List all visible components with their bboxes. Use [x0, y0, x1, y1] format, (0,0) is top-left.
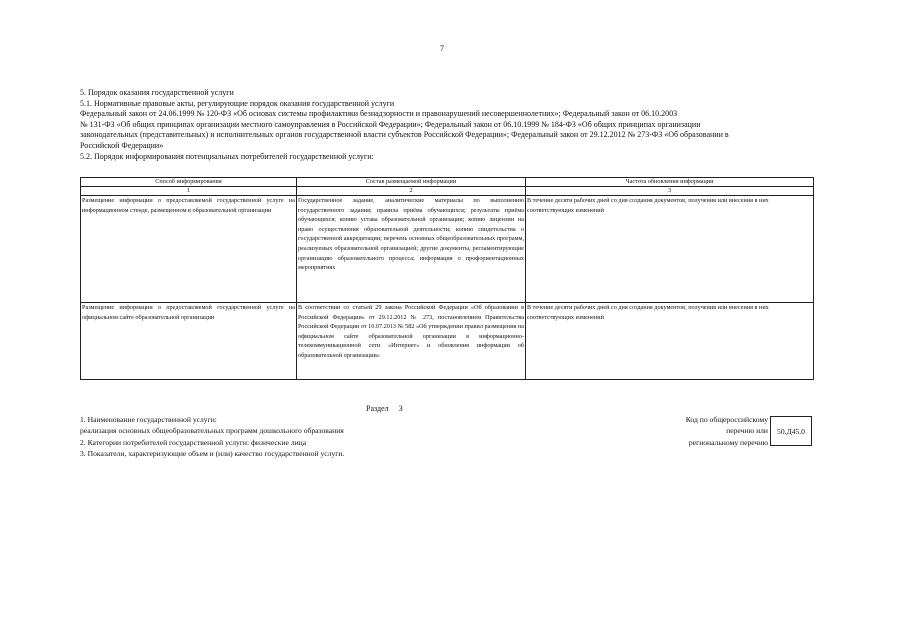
table-row: [81, 303, 814, 380]
cell-content: Государственное задание, аналитические материалы по выполнению государственного задания; правила приёма обучающихся; результаты приёма обучающихся; копию устава образовательной организации; копию лицензии на право осуществления образовательной деятельности; копию свидетельства о государственной аккредитации; перечень основных общеобразовательных программ, реализуемых образовательной организацией; другие документы, регламентирующие организацию образовательного процесса; информация о профориентационных мероприятиях: [297, 196, 526, 303]
page-number: 7: [440, 44, 444, 53]
service-name-value: реализация основных общеобразовательных программ дошкольного образования: [80, 426, 344, 436]
table-number-row: [81, 187, 814, 196]
law-line: законодательных (представительных) и исполнительных органов государственной власти субъектов Российской Федерации»; Федеральный закон от 29.12.2012 № 273-ФЗ «Об образовании в: [80, 130, 729, 140]
cell-frequency: В течение десяти рабочих дней со дня создания документов, получения или внесения в них соответствующих изменений: [526, 303, 814, 380]
col-number: 1: [81, 187, 297, 196]
service-name-label: 1. Наименование государственной услуги:: [80, 415, 217, 424]
code-label-line: перечню или: [726, 426, 768, 436]
cell-method: Размещение информации о предоставляемой государственной услуге на информационном стенде, размещенном в образовательной организации: [81, 196, 297, 303]
cell-content: В соответствии со статьей 29 закона Российской Федерации «Об образовании в Российской Федерации» от 29.12.2012 № 273, постановлением Правительства Российской Федерации от 10.07.2013 № 582 «Об утверждении правил размещения на официальном сайте образовательной организации в информационно-телекоммуникационной сети «Интернет» и обновления информации об образовательной организации»: [297, 303, 526, 380]
col-number: 2: [297, 187, 526, 196]
code-box: 50.Д45.0: [770, 416, 812, 446]
cell-frequency: В течение десяти рабочих дней со дня создания документов, получения или внесения в них соответствующих изменений: [526, 196, 814, 303]
header-content: Состав размещаемой информации: [297, 178, 526, 187]
indicators-heading: 3. Показатели, характеризующие объем и (или) качество государственной услуги.: [80, 449, 345, 459]
law-line: № 131-ФЗ «Об общих принципах организации местного самоуправления в Российской Федерации»; Федеральный закон от 06.10.1999 № 184-ФЗ «Об общих принципах организации: [80, 119, 701, 129]
code-label-line: Код по общероссийскому: [685, 415, 768, 424]
information-table: [80, 177, 814, 380]
header-frequency: Частота обновления информации: [526, 178, 814, 187]
header-method: Способ информирования: [81, 178, 297, 187]
table-row: [81, 196, 814, 303]
code-label: [650, 414, 768, 448]
law-line: Федеральный закон от 24.06.1999 № 120-ФЗ «Об основах системы профилактики безнадзорности и правонарушений несовершеннолетних»; Федеральный закон от 06.10.2003: [80, 109, 678, 119]
cell-method: Размещение информации о предоставляемой государственной услуге на официальном сайте образовательной организации: [81, 303, 297, 380]
section-5: [80, 88, 812, 162]
law-line: Российской Федерации»: [80, 140, 164, 150]
section-5-heading: 5. Порядок оказания государственной услуги: [80, 88, 234, 97]
section-5-2-heading: 5.2. Порядок информирования потенциальных потребителей государственной услуги:: [80, 151, 374, 161]
section-title: Раздел 3: [366, 404, 403, 413]
section-3-fields: [80, 414, 500, 460]
col-number: 3: [526, 187, 814, 196]
table-header-row: [81, 178, 814, 187]
consumer-categories: 2. Категории потребителей государственной услуги: физические лица: [80, 437, 307, 447]
section-5-1-heading: 5.1. Нормативные правовые акты, регулирующие порядок оказания государственной услуги: [80, 98, 395, 108]
code-label-line: региональному перечню: [688, 437, 768, 447]
